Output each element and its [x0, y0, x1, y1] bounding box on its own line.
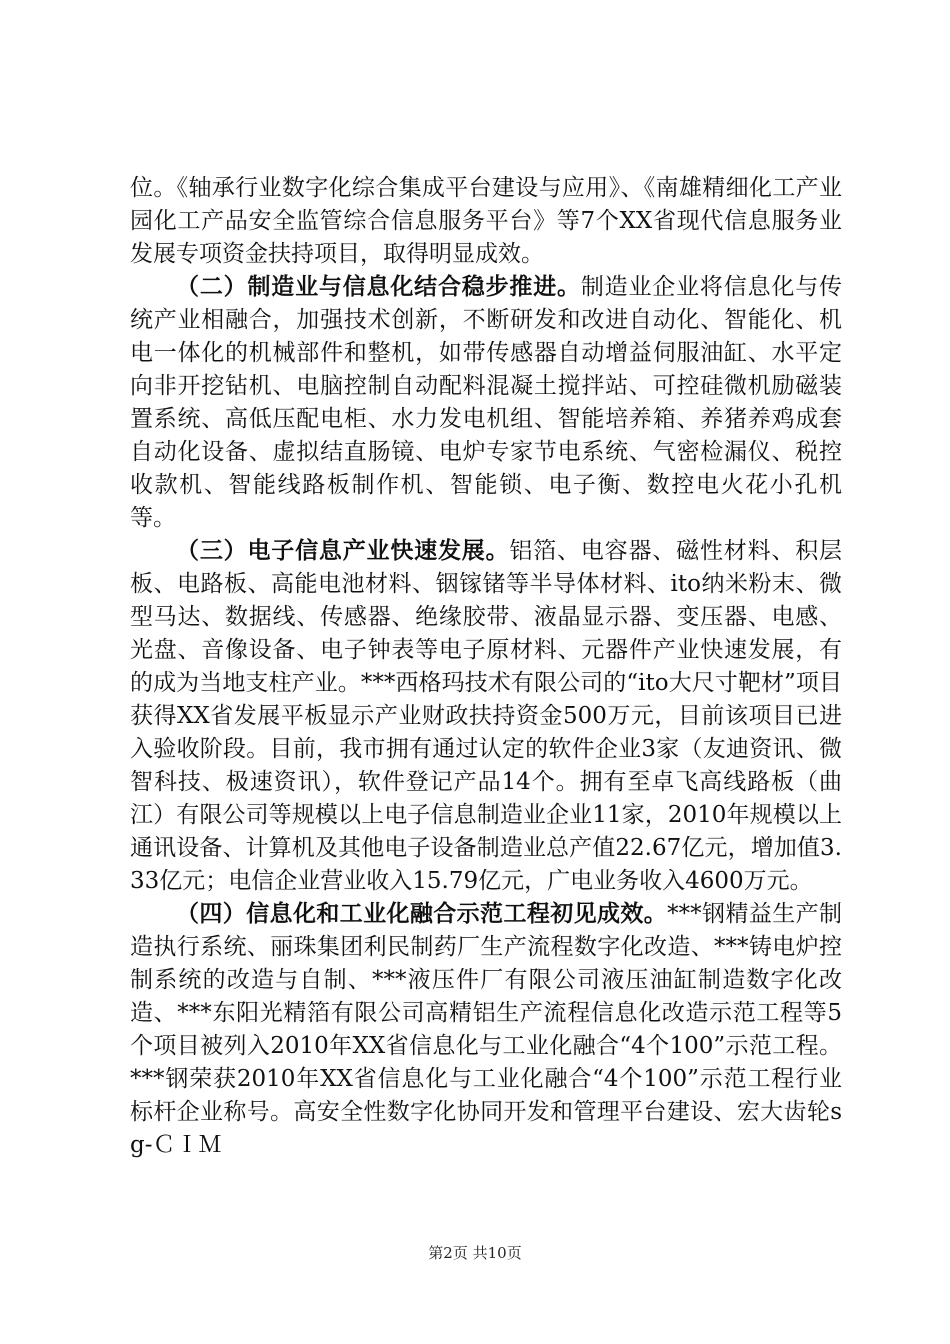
page-number-footer: 第2页 共10页 — [428, 1244, 522, 1262]
paragraph-section-3 — [130, 535, 842, 898]
section-heading: （二）制造业与信息化结合稳步推进。 — [176, 274, 581, 300]
paragraph-continuation — [130, 172, 842, 271]
section-heading: （三）电子信息产业快速发展。 — [176, 538, 510, 564]
document-body — [130, 172, 842, 1162]
paragraph-text: 铝箔、电容器、磁性材料、积层板、电路板、高能电池材料、铟镓锗等半导体材料、ito纳米粉末、微型马达、数据线、传感器、绝缘胶带、液晶显示器、变压器、电感、光盘、音像设备、电子钟表等电子原材料、元器件产业快速发展，有的成为当地支柱产业。***西格玛技术有限公司的“ito大尺寸靶材”项目获得XX省发展平板显示产业财政扶持资金500万元，目前该项目已进入验收阶段。目前，我市拥有通过认定的软件企业3家（友迪资讯、微智科技、极速资讯），软件登记产品14个。拥有至卓飞高线路板（曲江）有限公司等规模以上电子信息制造业企业11家，2010年规模以上通讯设备、计算机及其他电子设备制造业总产值22.67亿元，增加值3.33亿元；电信企业营业收入15.79亿元，广电业务收入4600万元。 — [130, 538, 843, 894]
paragraph-text: 位。《轴承行业数字化综合集成平台建设与应用》、《南雄精细化工产业园化工产品安全监管综合信息服务平台》等7个XX省现代信息服务业发展专项资金扶持项目，取得明显成效。 — [130, 175, 842, 267]
paragraph-section-4 — [130, 898, 842, 1162]
paragraph-text: ***钢精益生产制造执行系统、丽珠集团利民制药厂生产流程数字化改造、***铸电炉控制系统的改造与自制、***液压件厂有限公司液压油缸制造数字化改造、***东阳光精箔有限公司高精铝生产流程信息化改造示范工程等5个项目被列入2010年XX省信息化与工业化融合“4个100”示范工程。***钢荣获2010年XX省信息化与工业化融合“4个100”示范工程行业标杆企业称号。高安全性数字化协同开发和管理平台建设、宏大齿轮sg-ＣＩＭ — [130, 901, 843, 1158]
paragraph-section-2 — [130, 271, 842, 535]
paragraph-text: 制造业企业将信息化与传统产业相融合，加强技术创新，不断研发和改进自动化、智能化、机电一体化的机械部件和整机，如带传感器自动增益伺服油缸、水平定向非开挖钻机、电脑控制自动配料混凝土搅拌站、可控硅微机励磁装置系统、高低压配电柜、水力发电机组、智能培养箱、养猪养鸡成套自动化设备、虚拟结直肠镜、电炉专家节电系统、气密检漏仪、税控收款机、智能线路板制作机、智能锁、电子衡、数控电火花小孔机等。 — [130, 274, 843, 531]
section-heading: （四）信息化和工业化融合示范工程初见成效。 — [176, 901, 668, 927]
